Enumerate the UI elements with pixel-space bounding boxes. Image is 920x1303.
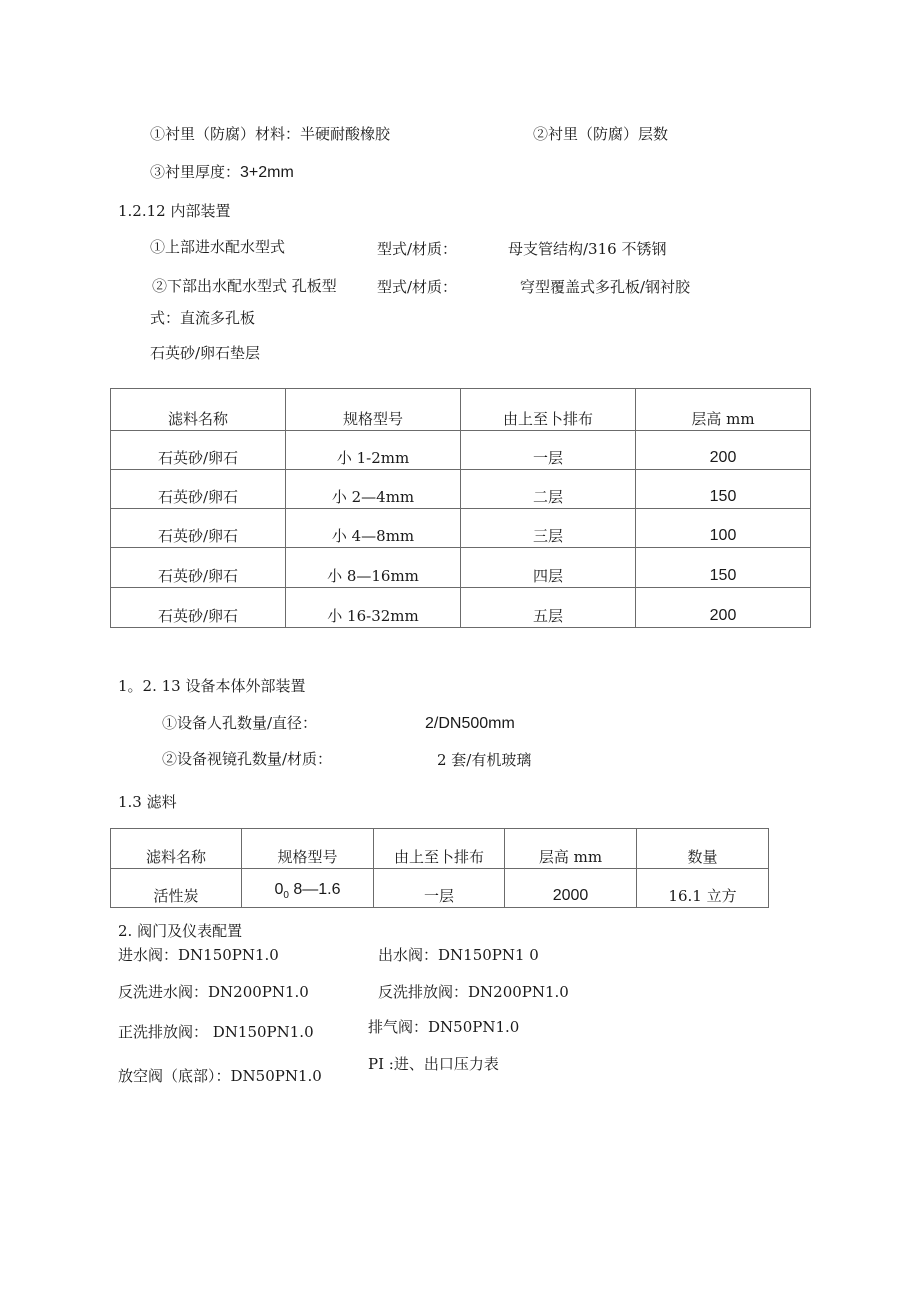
lower-distributor-continued: 式：直流多孔板: [150, 309, 256, 327]
table-cell: 石英砂/卵石: [111, 431, 286, 470]
table-cell: 小 8—16mm: [286, 548, 461, 588]
spec-sub: 0: [283, 890, 289, 901]
table-cell: 五层: [461, 588, 636, 628]
manhole-value: 2/DN500mm: [425, 715, 515, 732]
table-header: 数量: [637, 829, 769, 869]
lining-thickness: [150, 162, 294, 183]
filter-layer-table: [110, 388, 811, 628]
outlet-valve: 出水阀：DN150PN1 0: [378, 946, 539, 964]
lining-thickness-value: 3+2mm: [240, 164, 294, 181]
table-header: 层高 mm: [505, 829, 637, 869]
table-cell: 16.1 立方: [637, 869, 769, 908]
table-header-row: [111, 829, 769, 869]
vent-valve: 排气阀：DN50PN1.0: [368, 1018, 520, 1036]
inlet-valve: 进水阀：DN150PN1.0: [118, 946, 279, 964]
table-cell: 150: [636, 548, 811, 588]
table-header: 由上至卜排布: [461, 389, 636, 431]
table-cell: 三层: [461, 509, 636, 548]
lower-distributor-name: ②下部出水配水型式 孔板型: [152, 277, 337, 295]
table-row: [111, 588, 811, 628]
table-cell: 小 16-32mm: [286, 588, 461, 628]
spec-main: 0: [274, 880, 284, 898]
table-cell: 小 1-2mm: [286, 431, 461, 470]
table-row: [111, 509, 811, 548]
table-cell: 200: [636, 588, 811, 628]
backwash-inlet-valve: 反洗进水阀：DN200PN1.0: [118, 983, 309, 1001]
table-cell: 石英砂/卵石: [111, 470, 286, 509]
section-heading-1-3: 1.3 滤料: [118, 793, 177, 811]
lining-thickness-label: ③衬里厚度：: [150, 163, 241, 181]
table-cell: 活性炭: [111, 869, 242, 908]
pressure-gauges: PI :进、出口压力表: [368, 1055, 499, 1073]
table-cell: 二层: [461, 470, 636, 509]
table-header: 由上至卜排布: [374, 829, 505, 869]
section-heading-2: 2. 阀门及仪表配置: [118, 922, 243, 940]
lining-layers: ②衬里（防腐）层数: [533, 125, 669, 143]
table-row: [111, 548, 811, 588]
upper-distributor-value: 母支管结构/316 不锈钢: [508, 240, 667, 258]
table-cell: 一层: [374, 869, 505, 908]
manhole-label: ①设备人孔数量/直径：: [162, 714, 318, 732]
table-row: [111, 869, 769, 908]
table-cell: 150: [636, 470, 811, 509]
table-cell: 200: [636, 431, 811, 470]
table-header: 滤料名称: [111, 389, 286, 431]
table-cell: 石英砂/卵石: [111, 588, 286, 628]
table-header: 滤料名称: [111, 829, 242, 869]
lower-distributor-label: 型式/材质：: [377, 278, 458, 296]
table-cell: 2000: [505, 869, 637, 908]
bottom-drain-valve: 放空阀（底部）：DN50PN1.0: [118, 1067, 322, 1085]
table-cell: 石英砂/卵石: [111, 509, 286, 548]
upper-distributor-name: ①上部进水配水型式: [150, 238, 286, 256]
table-header: 层高 mm: [636, 389, 811, 431]
section-heading-1-2-13: 1。2. 13 设备本体外部装置: [118, 677, 306, 695]
upper-distributor-label: 型式/材质：: [377, 240, 458, 258]
media-table: [110, 828, 769, 908]
table-header-row: [111, 389, 811, 431]
table-cell: 100: [636, 509, 811, 548]
table-cell: 石英砂/卵石: [111, 548, 286, 588]
sight-glass-value: 2 套/有机玻璃: [437, 751, 532, 769]
spec-rest: 8—1.6: [288, 880, 341, 898]
table-cell: 小 4—8mm: [286, 509, 461, 548]
section-heading-1-2-12: 1.2.12 内部装置: [118, 202, 231, 220]
table-header: 规格型号: [242, 829, 374, 869]
table-cell: [242, 869, 374, 908]
lower-distributor-value: 穹型覆盖式多孔板/钢衬胶: [520, 278, 691, 296]
table-row: [111, 431, 811, 470]
table-cell: 四层: [461, 548, 636, 588]
backwash-drain-valve: 反洗排放阀：DN200PN1.0: [378, 983, 569, 1001]
table-cell: 一层: [461, 431, 636, 470]
filter-layer-table-title: 石英砂/卵石垫层: [150, 344, 261, 362]
rinse-drain-valve: 正洗排放阀： DN150PN1.0: [118, 1023, 314, 1041]
table-row: [111, 470, 811, 509]
table-cell: 小 2—4mm: [286, 470, 461, 509]
table-header: 规格型号: [286, 389, 461, 431]
lining-material: ①衬里（防腐）材料：半硬耐酸橡胶: [150, 125, 391, 143]
sight-glass-label: ②设备视镜孔数量/材质：: [162, 750, 333, 768]
